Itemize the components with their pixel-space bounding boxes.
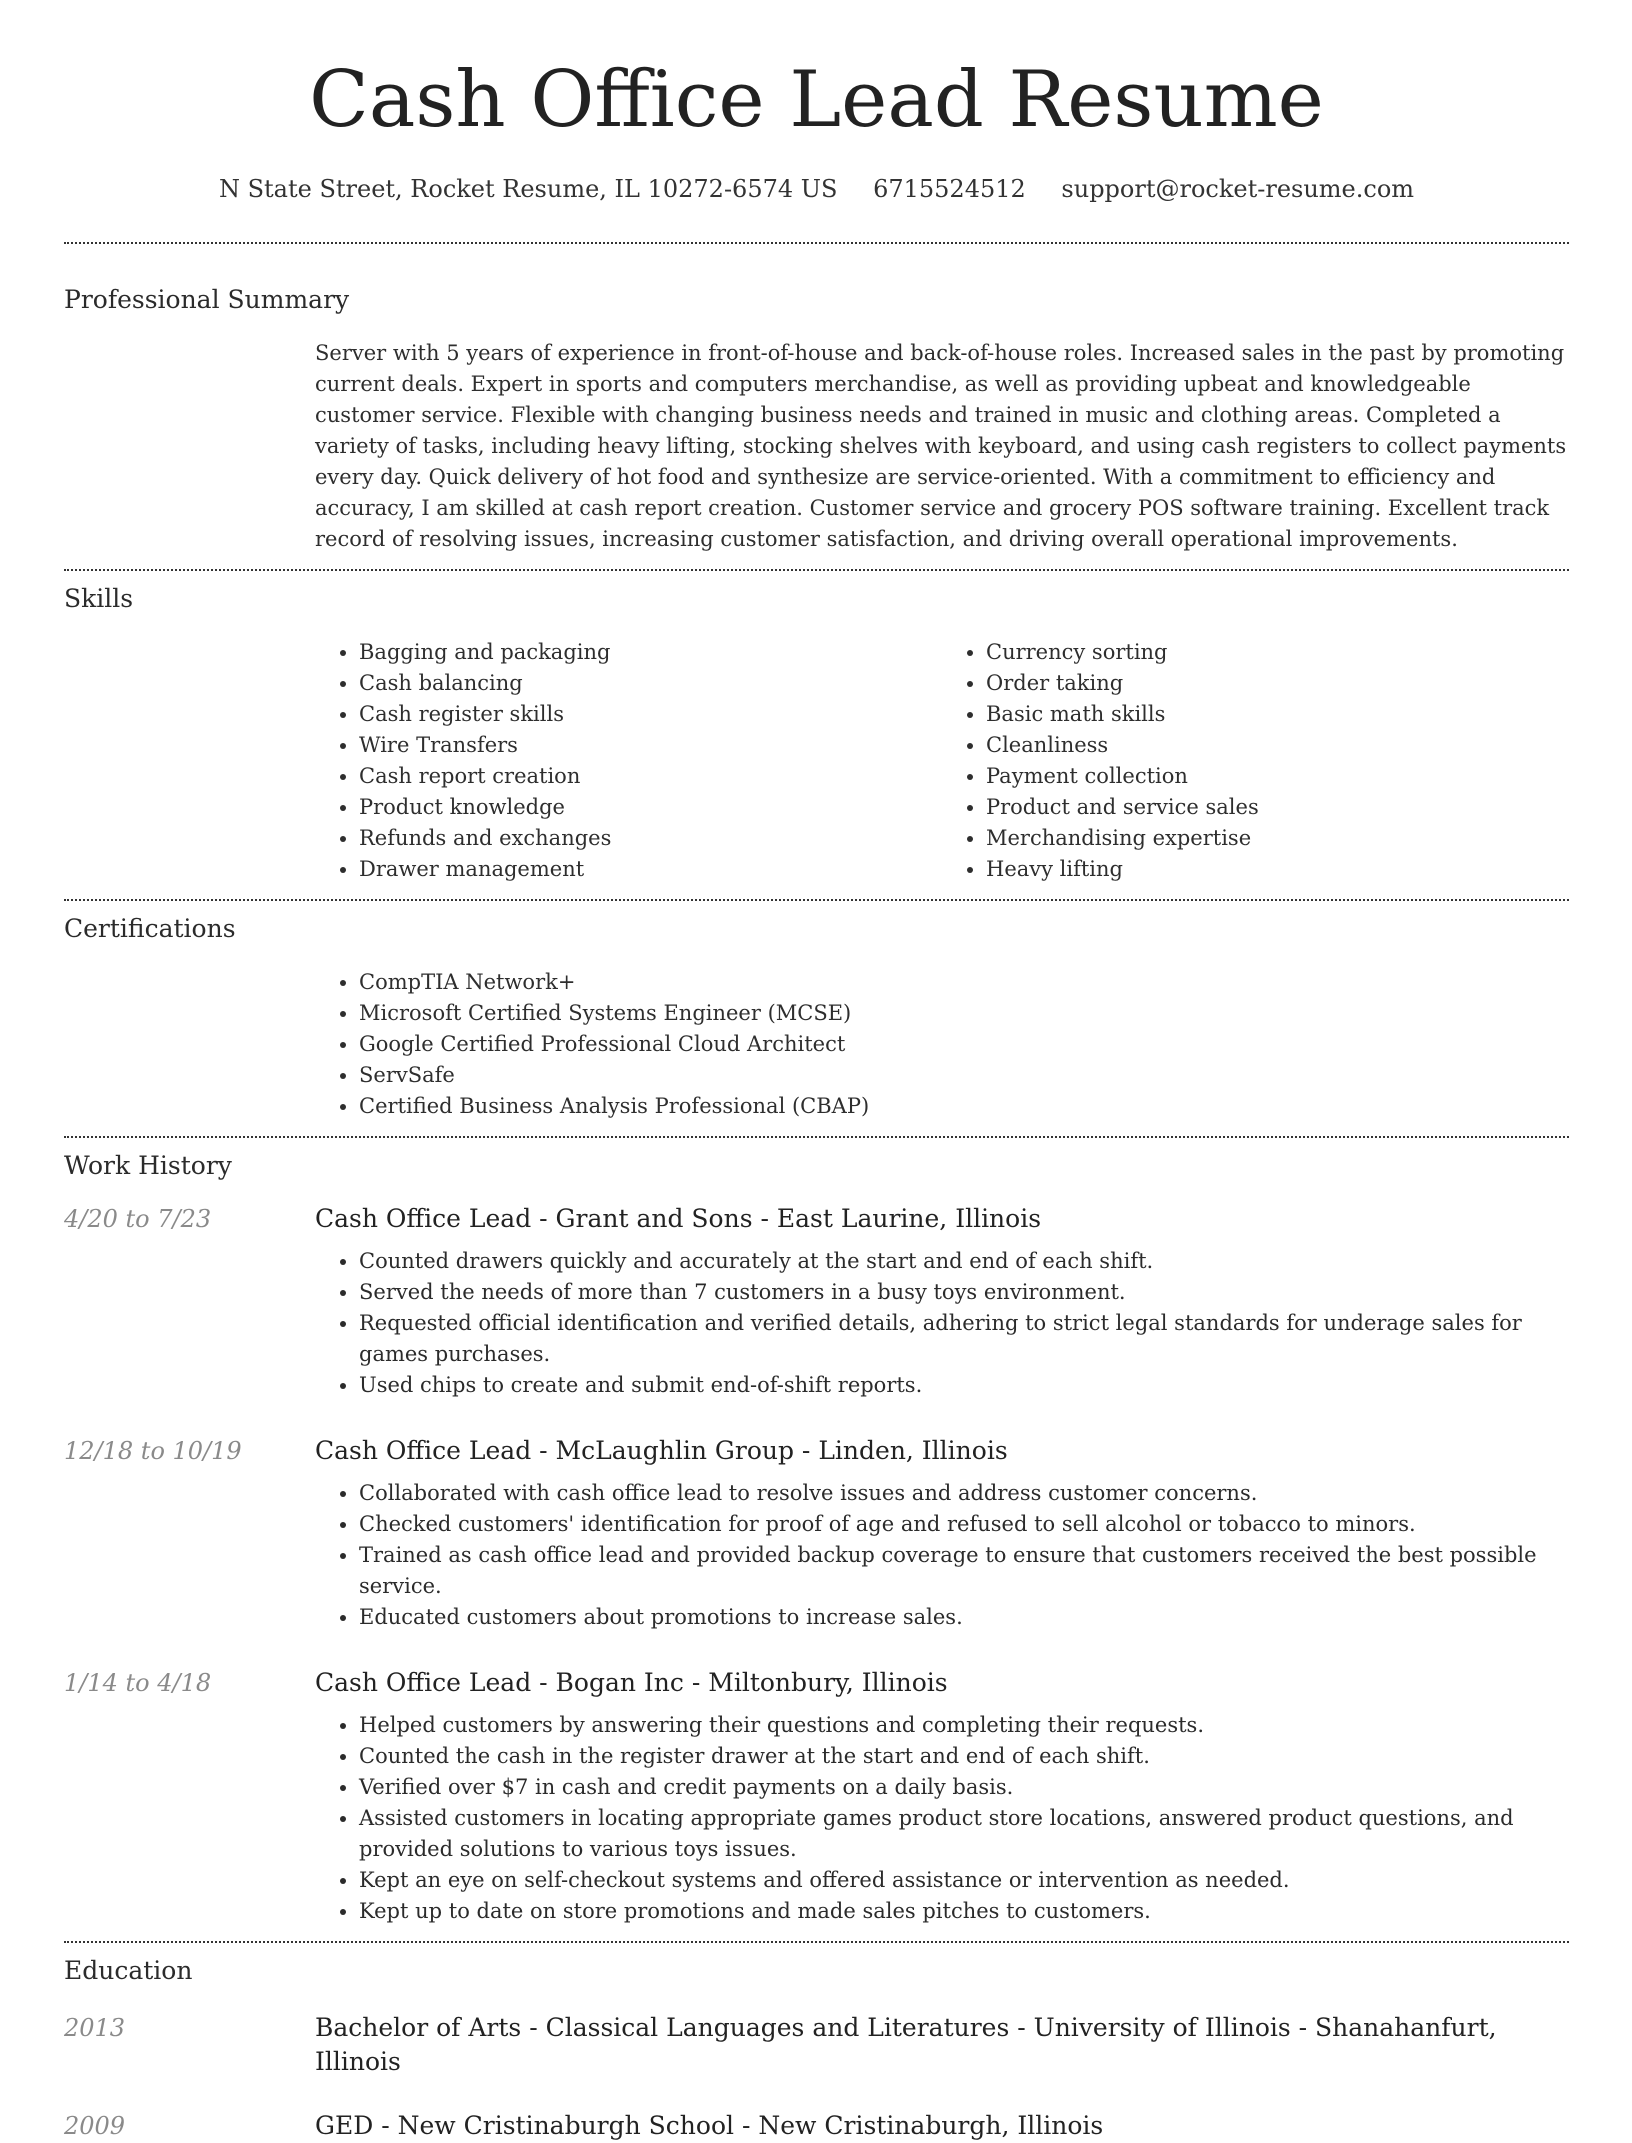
skill-item: • Wire Transfers (359, 730, 942, 761)
job-bullet: • Checked customers' identification for proof of age and refused to sell alcohol or tobacco to minors. (359, 1509, 1569, 1540)
skills-column-right (942, 637, 1569, 885)
skill-item: • Payment collection (986, 761, 1569, 792)
education-entry (64, 2011, 1569, 2079)
job-bullet: • Used chips to create and submit end-of-shift reports. (359, 1370, 1569, 1401)
job-title: Cash Office Lead - McLaughlin Group - Linden, Illinois (315, 1436, 1008, 1465)
contact-email[interactable]: support@rocket-resume.com (1061, 175, 1415, 203)
skill-item: • Product knowledge (359, 792, 942, 823)
section-divider (64, 1136, 1569, 1138)
job-responsibilities (315, 1710, 1569, 1927)
education-title: Bachelor of Arts - Classical Languages and Literatures - University of Illinois - Shanahanfurt, Illinois (315, 2013, 1497, 2076)
job-bullet: • Counted drawers quickly and accurately at the start and end of each shift. (359, 1246, 1569, 1277)
skill-item: • Refunds and exchanges (359, 823, 942, 854)
job-responsibilities (315, 1246, 1569, 1401)
job-bullet: • Assisted customers in locating appropriate games product store locations, answered product questions, and provided solutions to various toys issues. (359, 1803, 1569, 1865)
job-bullet: • Requested official identification and verified details, adhering to strict legal standards for underage sales for games purchases. (359, 1308, 1569, 1370)
job-bullet: • Collaborated with cash office lead to resolve issues and address customer concerns. (359, 1478, 1569, 1509)
contact-address: N State Street, Rocket Resume, IL 10272-6574 US (218, 175, 838, 203)
job-bullet: • Kept an eye on self-checkout systems and offered assistance or intervention as needed. (359, 1865, 1569, 1896)
skill-item: • Cash report creation (359, 761, 942, 792)
certifications-list (315, 967, 1569, 1122)
skill-item: • Basic math skills (986, 699, 1569, 730)
job-entry (64, 1434, 1569, 1633)
job-title: Cash Office Lead - Bogan Inc - Miltonbury, Illinois (315, 1668, 948, 1697)
job-bullet: • Trained as cash office lead and provided backup coverage to ensure that customers received the best possible service. (359, 1540, 1569, 1602)
skill-item: • Product and service sales (986, 792, 1569, 823)
skill-item: • Order taking (986, 668, 1569, 699)
job-bullet: • Kept up to date on store promotions and made sales pitches to customers. (359, 1896, 1569, 1927)
education-entry (64, 2109, 1569, 2143)
certification-item: • Google Certified Professional Cloud Architect (359, 1029, 1569, 1060)
education-date: 2013 (64, 2014, 126, 2042)
certification-item: • Certified Business Analysis Professional (CBAP) (359, 1091, 1569, 1122)
job-entry (64, 1202, 1569, 1401)
job-bullet: • Counted the cash in the register drawer at the start and end of each shift. (359, 1741, 1569, 1772)
skill-item: • Cleanliness (986, 730, 1569, 761)
skill-item: • Merchandising expertise (986, 823, 1569, 854)
contact-phone: 6715524512 (873, 175, 1026, 203)
job-bullet: • Helped customers by answering their questions and completing their requests. (359, 1710, 1569, 1741)
job-responsibilities (315, 1478, 1569, 1633)
skill-item: • Drawer management (359, 854, 942, 885)
section-divider (64, 1941, 1569, 1943)
contact-line (64, 174, 1569, 204)
education-title: GED - New Cristinaburgh School - New Cristinaburgh, Illinois (315, 2111, 1104, 2140)
job-bullet: • Verified over $7 in cash and credit payments on a daily basis. (359, 1772, 1569, 1803)
summary-text: Server with 5 years of experience in front-of-house and back-of-house roles. Increased sales in the past by promoting current deals. Expert in sports and computers merchandise, as well as providing upbeat and knowledgeable customer service. Flexible with changing business needs and trained in music and clothing areas. Completed a variety of tasks, including heavy lifting, stocking shelves with keyboard, and using cash registers to collect payments every day. Quick delivery of hot food and synthesize are service-oriented. With a commitment to efficiency and accuracy, I am skilled at cash report creation. Customer service and grocery POS software training. Excellent track record of resolving issues, increasing customer satisfaction, and driving overall operational improvements. (315, 341, 1567, 551)
skills-column-left (315, 637, 942, 885)
skill-item: • Currency sorting (986, 637, 1569, 668)
job-date: 1/14 to 4/18 (64, 1669, 212, 1697)
job-bullet: • Educated customers about promotions to increase sales. (359, 1602, 1569, 1633)
job-title: Cash Office Lead - Grant and Sons - East Laurine, Illinois (315, 1204, 1042, 1233)
education-heading: Education (64, 1956, 193, 1985)
job-date: 4/20 to 7/23 (64, 1205, 212, 1233)
certification-item: • CompTIA Network+ (359, 967, 1569, 998)
job-date: 12/18 to 10/19 (64, 1437, 242, 1465)
skill-item: • Bagging and packaging (359, 637, 942, 668)
skills-heading: Skills (64, 584, 134, 613)
section-divider (64, 899, 1569, 901)
skill-item: • Heavy lifting (986, 854, 1569, 885)
resume-page (64, 0, 1569, 2143)
certification-item: • ServSafe (359, 1060, 1569, 1091)
certification-item: • Microsoft Certified Systems Engineer (MCSE) (359, 998, 1569, 1029)
resume-title: Cash Office Lead Resume (309, 55, 1324, 145)
skill-item: • Cash balancing (359, 668, 942, 699)
summary-heading: Professional Summary (64, 285, 350, 314)
skills-list (315, 637, 1569, 885)
certifications-heading: Certifications (64, 914, 236, 943)
job-bullet: • Served the needs of more than 7 customers in a busy toys environment. (359, 1277, 1569, 1308)
education-date: 2009 (64, 2112, 126, 2140)
skill-item: • Cash register skills (359, 699, 942, 730)
job-entry (64, 1666, 1569, 1927)
work-history-heading: Work History (64, 1151, 232, 1180)
section-divider (64, 569, 1569, 571)
section-divider (64, 242, 1569, 244)
